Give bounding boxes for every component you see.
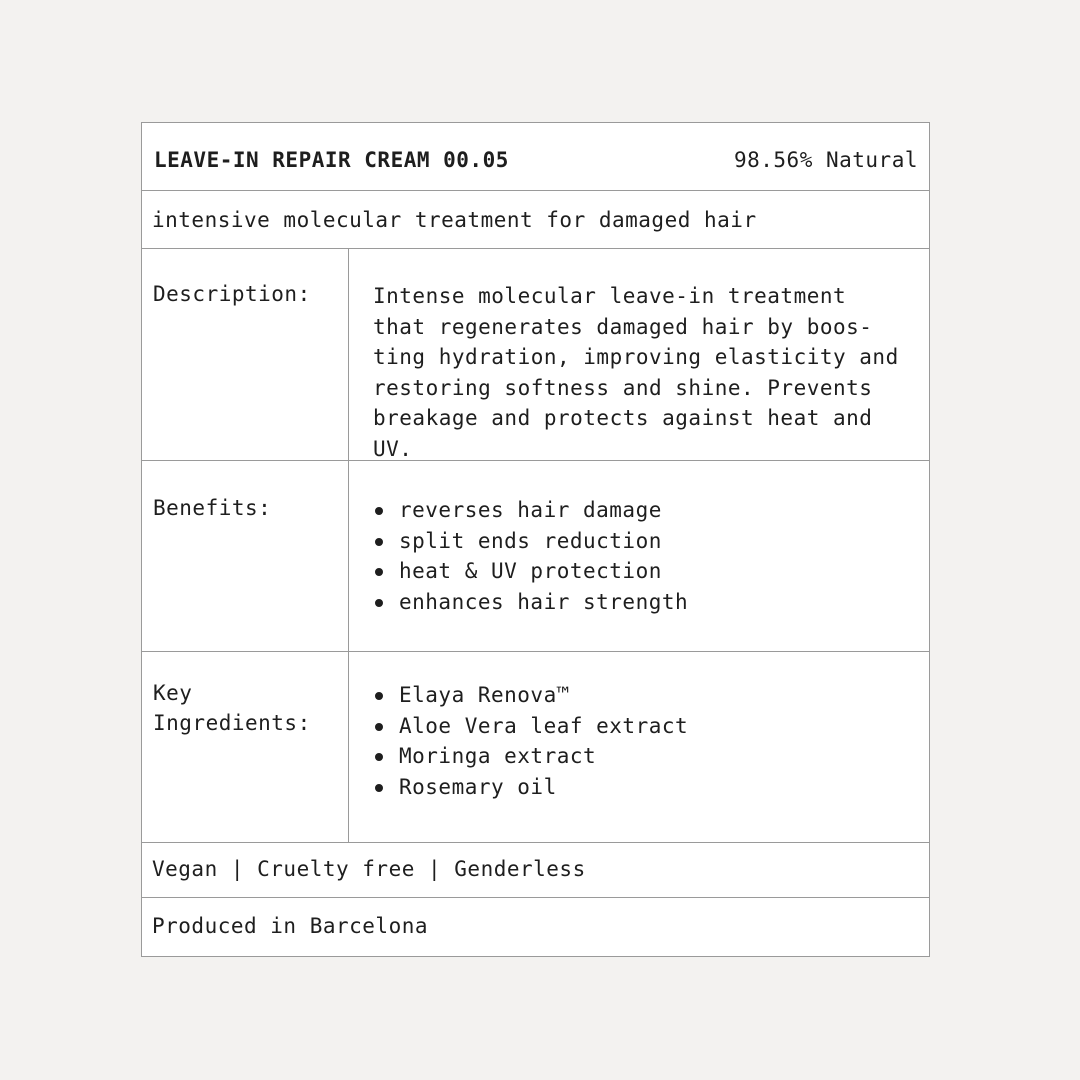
benefits-label: Benefits: — [153, 496, 272, 520]
ingredient-item: Elaya Renova™ — [373, 680, 688, 711]
bullet-icon — [375, 599, 383, 607]
bullet-icon — [375, 753, 383, 761]
column-divider — [348, 652, 349, 842]
column-divider — [348, 461, 349, 651]
bullet-icon — [375, 568, 383, 576]
bullet-icon — [375, 538, 383, 546]
origin-row — [142, 898, 929, 956]
description-line: ting hydration, improving elasticity and — [373, 345, 899, 370]
tagline-row — [142, 191, 929, 249]
description-label: Description: — [153, 282, 311, 306]
bullet-icon — [375, 692, 383, 700]
description-line: that regenerates damaged hair by boos- — [373, 314, 873, 339]
claims-row — [142, 843, 929, 898]
column-divider — [348, 249, 349, 460]
benefit-item: split ends reduction — [373, 526, 688, 557]
bullet-icon — [375, 723, 383, 731]
benefits-row — [142, 461, 929, 652]
description-line: restoring softness and shine. Prevents — [373, 375, 873, 400]
ingredients-row — [142, 652, 929, 843]
description-line: breakage and protects against heat and — [373, 406, 873, 431]
ingredients-label: Key Ingredients: — [153, 681, 311, 735]
title-row — [142, 123, 929, 191]
ingredient-item: Moringa extract — [373, 741, 688, 772]
description-row — [142, 249, 929, 461]
product-label-card — [141, 122, 930, 957]
benefit-item: enhances hair strength — [373, 587, 688, 618]
product-tagline: intensive molecular treatment for damaged hair — [152, 208, 757, 232]
description-line: UV. — [373, 436, 413, 461]
natural-percentage: 98.56% Natural — [733, 148, 918, 172]
product-claims: Vegan | Cruelty free | Genderless — [152, 857, 586, 881]
benefit-item: heat & UV protection — [373, 556, 688, 587]
benefit-item: reverses hair damage — [373, 495, 688, 526]
ingredients-list — [373, 680, 688, 802]
origin-text: Produced in Barcelona — [152, 914, 429, 938]
bullet-icon — [375, 507, 383, 515]
bullet-icon — [375, 784, 383, 792]
benefits-list — [373, 495, 688, 617]
ingredient-item: Aloe Vera leaf extract — [373, 711, 688, 742]
ingredient-item: Rosemary oil — [373, 772, 688, 803]
description-line: Intense molecular leave-in treatment — [373, 284, 847, 308]
product-name: LEAVE-IN REPAIR CREAM 00.05 — [154, 148, 509, 172]
description-text — [373, 281, 925, 465]
